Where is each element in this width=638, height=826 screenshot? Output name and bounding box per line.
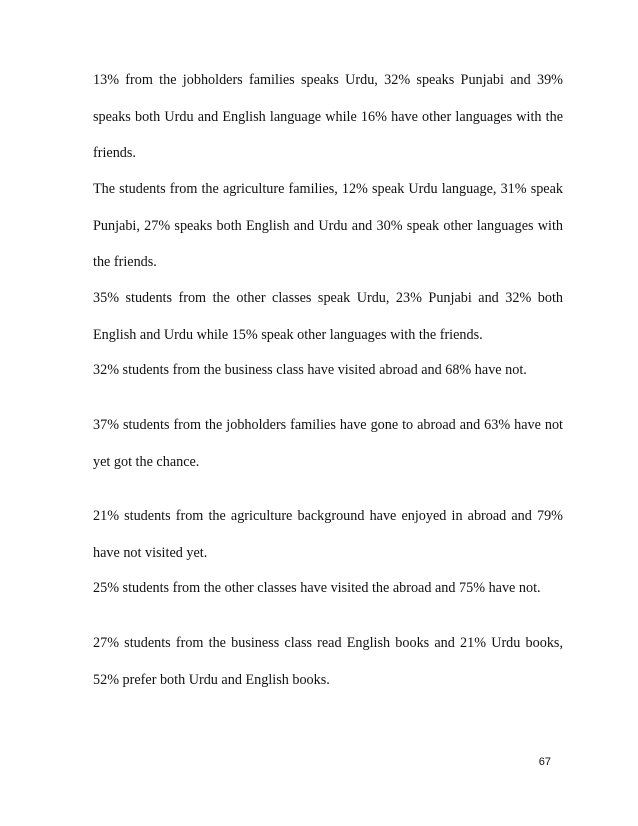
paragraph-jobholders-languages: 13% from the jobholders families speaks Urdu, 32% speaks Punjabi and 39% speaks both Urdu and English language while 16% have other languages with the friends. <box>93 72 563 161</box>
paragraph-business-abroad: 32% students from the business class have visited abroad and 68% have not. <box>93 362 527 378</box>
paragraph-jobholders-abroad: 37% students from the jobholders families have gone to abroad and 63% have not yet got the chance. <box>93 417 563 470</box>
paragraph-agriculture-languages: The students from the agriculture families, 12% speak Urdu language, 31% speak Punjabi, 27% speaks both English and Urdu and 30% speak other languages with the friends. <box>93 181 563 270</box>
page-number: 67 <box>538 756 551 768</box>
paragraph-other-classes-languages: 35% students from the other classes speak Urdu, 23% Punjabi and 32% both English and Urdu while 15% speak other languages with the friends. <box>93 290 563 343</box>
paragraph-other-classes-abroad: 25% students from the other classes have visited the abroad and 75% have not. <box>93 580 541 596</box>
paragraph-agriculture-abroad: 21% students from the agriculture background have enjoyed in abroad and 79% have not visited yet. <box>93 508 563 561</box>
paragraph-business-books: 27% students from the business class read English books and 21% Urdu books, 52% prefer both Urdu and English books. <box>93 635 563 688</box>
